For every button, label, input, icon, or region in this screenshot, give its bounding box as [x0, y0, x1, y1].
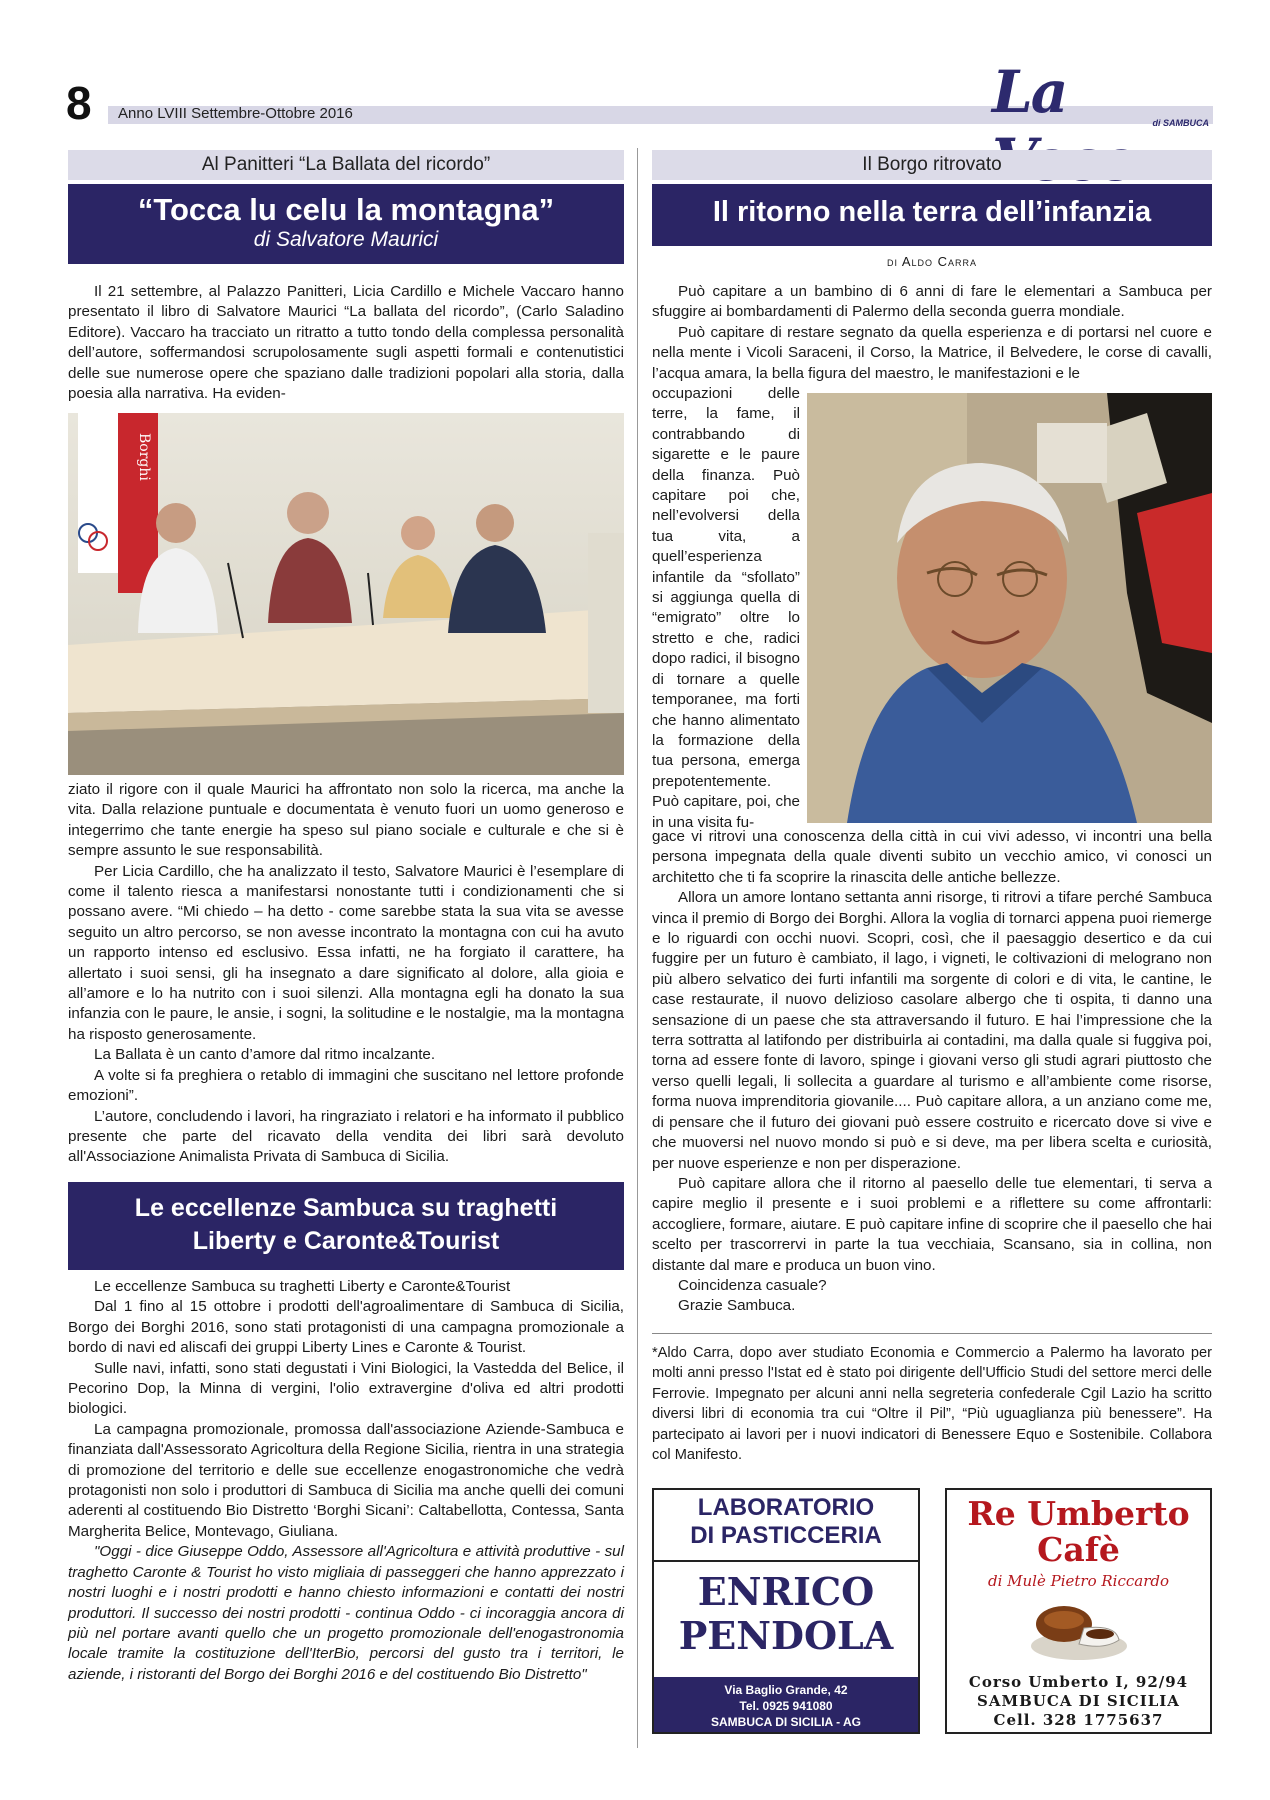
left-paragraph: L’autore, concludendo i lavori, ha ringraziato i relatori e ha informato il pubblico presente che parte del ricavato della vendita dei libri sarà devoluto all'Associazione Animalista Privata di Sambuca di Sicilia. — [68, 1107, 624, 1166]
right-article-body — [652, 827, 1212, 1317]
ad1-divider — [654, 1560, 918, 1562]
right-title-box — [652, 184, 1212, 246]
ad2-city: SAMBUCA DI SICILIA — [977, 1692, 1180, 1710]
ad2-owner: di Mulè Pietro Riccardo — [987, 1572, 1170, 1590]
left-paragraph: Il 21 settembre, al Palazzo Panitteri, Licia Cardillo e Michele Vaccaro hanno presentato il libro di Salvatore Maurici “La ballata del ricordo”, (Carlo Saladino Editore). Vaccaro ha tracciato un ritratto a tutto tondo della complessa personalità dell’autore, soffermandosi scrupolosamente sugli aspetti formali e contenutistici delle sue numerose opere che spaziano dalle tradizioni popolari alla storia, dalla poesia alla narrativa. Ha eviden- — [68, 283, 624, 403]
left2-quote: "Oggi - dice Giuseppe Oddo, Assessore all'Agricoltura e attività produttive - sul traghetto Caronte & Tourist ho visto migliaia di passeggeri che hanno apprezzato i nostri luoghi e i nostri prodotti e hanno chiesto informazioni e contatti dei nostri produttori. Il successo dei nostri prodotti - continua Oddo - ci incoraggia ancora di più nel portare avanti quello che un progetto promozionale dell'enogastronomia locale tramite la costituzione dell'IterBio, percorsi del gusto tra i territori, le aziende, i ristoranti del Borgo dei Borghi 2016 e del costituendo Bio Distretto" — [68, 1543, 624, 1683]
ad2-cell: Cell. 328 1775637 — [993, 1711, 1164, 1729]
left-article-body — [68, 780, 624, 1168]
left-byline: di Salvatore Maurici — [253, 228, 439, 251]
left-article2-body — [68, 1277, 624, 1685]
left-title-box — [68, 184, 624, 264]
right-paragraph: gace vi ritrovi una conoscenza della città in cui vivi adesso, vi incontri una bella persona impegnata della quale diventi subito un vecchio amico, vi conosci un architetto che ti fa scoprire la rinascita delle antiche bellezze. — [652, 828, 1212, 886]
author-portrait — [807, 393, 1212, 823]
banner-text: Borghi — [136, 433, 152, 481]
left-article2-title-line1: Le eccellenze Sambuca su traghetti — [134, 1194, 558, 1222]
ad1-address: Via Baglio Grande, 42 — [724, 1683, 848, 1697]
right-byline: di Aldo Carra — [886, 254, 978, 269]
left-article-header — [68, 150, 624, 264]
ad1-line1: LABORATORIO — [697, 1494, 875, 1521]
left2-paragraph: Dal 1 fino al 15 ottobre i prodotti dell'agroalimentare di Sambuca di Sicilia, Borgo dei Borghi 2016, sono stati protagonisti di una campagna promozionale a bordo di navi ed aliscafi dei gruppi Liberty Lines e Caronte & Tourist. — [68, 1298, 624, 1357]
right-paragraph: Grazie Sambuca. — [678, 1297, 796, 1315]
right-paragraph: Coincidenza casuale? — [678, 1276, 827, 1294]
right-article-header — [652, 150, 1212, 269]
issue-date: Anno LVIII Settembre-Ottobre 2016 — [118, 105, 353, 122]
right-kicker: Il Borgo ritrovato — [652, 150, 1212, 180]
right-article-intro — [652, 282, 1212, 384]
ad1-name2: PENDOLA — [678, 1613, 894, 1658]
left-paragraph: A volte si fa preghiera o retablo di immagini che suscitano nel lettore profonde emozioni”. — [68, 1066, 624, 1105]
newspaper-logo — [990, 58, 1215, 138]
left-paragraph: ziato il rigore con il quale Maurici ha affrontato non solo la ricerca, ma anche la vita. Dalla relazione puntuale e documentata è venuto fuori un uomo generoso e integerrimo che tante energie ha speso sul piano sociale e culturale e che si è sempre assunto le sue responsabilità. — [68, 781, 624, 860]
left-article2-title-box — [68, 1182, 624, 1270]
ad2-address: Corso Umberto I, 92/94 — [968, 1673, 1189, 1691]
ad1-line2: DI PASTICCERIA — [690, 1522, 882, 1549]
left-article2-title-line2: Liberty e Caronte&Tourist — [192, 1227, 500, 1255]
logo-text: La — [992, 58, 1067, 126]
right-paragraph: Può capitare allora che il ritorno al paesello delle tue elementari, ti serva a capire meglio il presente e i suoi problemi e a riflettere su come affrontarli: accogliere, formare, aiutare. E può capitare infine di scoprire che il paesello che hai scelto per trascorrervi in parte la tua vecchiaia, Scansano, sia in collina, non distante dal mare e produca un buon vino. — [652, 1174, 1212, 1274]
left-title: “Tocca lu celu la montagna” — [137, 192, 555, 227]
right-paragraph: Può capitare di restare segnato da quella esperienza e di portarsi nel cuore e nella mente i Vicoli Saraceni, il Corso, la Matrice, il Belvedere, le corse di cavalli, l’acqua amara, la bella figura del maestro, le manifestazioni e le — [652, 323, 1212, 382]
left2-paragraph: La campagna promozionale, promossa dall'associazione Aziende-Sambuca e finanziata dall'Assessorato Agricoltura della Regione Sicilia, rientra in una strategia di promozione del territorio e delle sue eccellenze enogastronomiche che vedrà protagonisti non solo i produttori di Sambuca di Sicilia ma anche quelli dei comuni aderenti al costituendo Bio Distretto ‘Borghi Sicani’: Caltabellotta, Contessa, Santa Margherita Belice, Montevago, Giuliana. — [68, 1420, 624, 1540]
left-paragraph: Per Licia Cardillo, che ha analizzato il testo, Salvatore Maurici è l’esemplare di come il talento riesca a manifestarsi nonostante tutti i condizionamenti che si possano avere. “Mi chiedo – ha detto - come sarebbe stata la sua vita se avesse seguito un altro percorso, se non avesse incontrato la montagna con cui ha avuto un rapporto intenso ed esclusivo. Essa infatti, ne ha forgiato il carattere, ha allertato i suoi sensi, gli ha insegnato a dare significato al dolore, alla gioia e all’amore e lo ha nutrito con i suoi silenzi. Alla montagna egli ha donato la sua infanzia con le paure, le ansie, i sogni, la solitudine e le nostalgie, ma la montagna ha risposto generosamente. — [68, 862, 624, 1043]
ad2-name2: Cafè — [1037, 1530, 1120, 1569]
author-bio: *Aldo Carra, dopo aver studiato Economia e Commercio a Palermo ha lavorato per molti anni presso l'Istat ed è stato poi dirigente dell'Ufficio Studi del settore merci delle Ferrovie. Impegnato per alcuni anni nella segreteria confederale Cgil Lazio ha scritto diversi libri di economia tra cui “Oltre il Pil”, “Più uguaglianza più benessere”. Ha partecipato ai lavori per i nuovi indicatori di Benessere Equo e Sostenibile. Collabora col Manifesto. — [652, 1345, 1212, 1464]
right-title: Il ritorno nella terra dell’infanzia — [712, 196, 1152, 228]
ad2-name1: Re Umberto — [967, 1494, 1190, 1533]
left2-paragraph: Sulle navi, infatti, sono stati degustati i Vini Biologici, la Vastedda del Belice, il Pecorino Dop, la Minna di vergini, l'olio extravergine d'oliva ed altri prodotti biologici. — [68, 1359, 624, 1418]
logo-subtitle: di SAMBUCA — [1152, 118, 1209, 128]
right-paragraph: Può capitare a un bambino di 6 anni di fare le elementari a Sambuca per sfuggire ai bombardamenti di Palermo della seconda guerra mondiale. — [652, 283, 1212, 321]
ad1-city: SAMBUCA DI SICILIA - AG — [711, 1715, 861, 1729]
left-article-intro — [68, 282, 624, 404]
re-umberto-cafe-ad[interactable] — [945, 1488, 1212, 1734]
pasticceria-ad[interactable] — [652, 1488, 920, 1734]
bio-divider — [652, 1333, 1212, 1334]
left2-paragraph: Le eccellenze Sambuca su traghetti Liberty e Caronte&Tourist — [94, 1278, 511, 1295]
ad1-phone: Tel. 0925 941080 — [739, 1699, 833, 1713]
ad1-name1: ENRICO — [697, 1569, 875, 1614]
page-number: 8 — [66, 77, 92, 129]
coffee-cup-icon — [1024, 1594, 1134, 1666]
right-paragraph: Allora un amore lontano settanta anni risorge, ti ritrovi a tifare perché Sambuca vinca il premio di Borgo dei Borghi. Allora la voglia di tornarci appena puoi riemerge e lo riguardi con occhi nuovi. Scopri, così, che il paesaggio desertico e da cui fuggire per un futuro è cambiato, il lago, i vigneti, le coltivazioni di melograno non più albero selvatico dei furti infantili ma sorgente di colori e di vita, le cantine, le case restaurate, il nuovo delizioso casolare albergo che ti ospita, ti danno una sensazione di un paese che sta attraversando il futuro. E hai l’impressione che la terra sottratta al latifondo per distribuirla ai contadini, ma dalla quale si fuggiva poi, torna ad essere fonte di lavoro, spinge i giovani verso gli studi agrari piuttosto che verso quelli legali, li sollecita a guardare al turismo e all’ambiente come risorse, forma nuova imprenditoria giovanile.... Può capitare allora, a un anziano come me, di pensare che il futuro dei giovani può essere costruito e ricercato dove si vive e che muoversi nel nuovo mondo si può e si deve, ma per libera scelta e curiosità, per nuove esperienze e non per disperazione. — [652, 889, 1212, 1172]
column-divider — [637, 148, 638, 1748]
conference-photo — [68, 413, 624, 775]
right-article-wrap — [652, 384, 800, 833]
left-kicker: Al Panitteri “La Ballata del ricordo” — [68, 150, 624, 180]
right-paragraph-wrap: occupazioni delle terre, la fame, il contrabbando di sigarette e le paure della finanza. Può capitare poi che, nell’evolversi della tua vita, a quell’esperienza infantile da “sfollato” si aggiunga quella di “emigrato” oltre lo stretto e che, radici dopo radici, il bisogno di tornare a quelle temporanee, ma forti che hanno alimentato la formazione della tua persona, emerga prepotentemente. Può capitare, poi, che in una visita fu- — [652, 385, 800, 831]
left-paragraph: La Ballata è un canto d’amore dal ritmo incalzante. — [94, 1046, 436, 1064]
ad1-footer — [654, 1677, 918, 1732]
